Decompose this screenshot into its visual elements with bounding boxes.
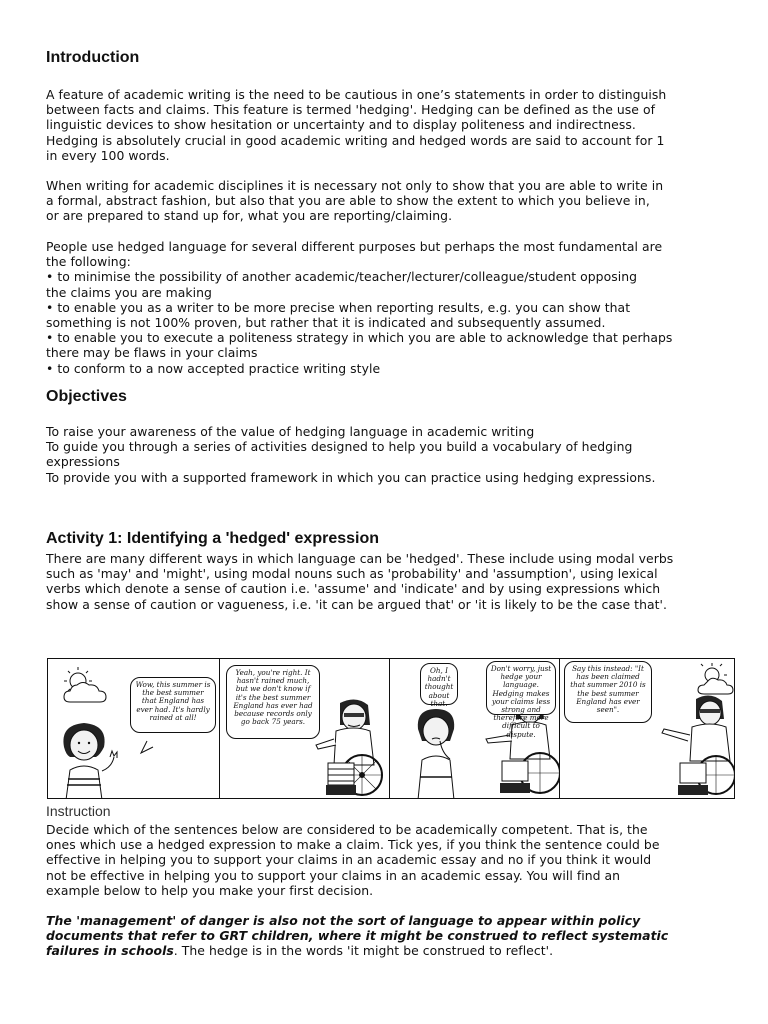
text-line: People use hedged language for several different purposes but perhaps the most fundamental are	[46, 239, 663, 254]
text-line: a formal, abstract fashion, but also that you are able to show the extent to which you believe in,	[46, 193, 650, 209]
activity1-paragraph	[46, 551, 736, 612]
text-line: There are many different ways in which language can be 'hedged'. These include using modal verbs	[46, 551, 674, 566]
example-sentence: The 'management' of danger is also not the sort of language to appear within policy	[46, 913, 641, 928]
text-line: expressions	[46, 454, 120, 470]
text-line: or are prepared to stand up for, what you are reporting/claiming.	[46, 208, 453, 224]
speech-bubble-5: Say this instead: "It has been claimed that summer 2010 is the best summer England has ever seen".	[564, 661, 652, 723]
text-line: To provide you with a supported framework in which you can practice using hedging expressions.	[46, 469, 656, 485]
activity1-heading: Activity 1: Identifying a 'hedged' expression	[46, 530, 380, 547]
example-sentence: failures in schools	[46, 943, 174, 959]
example-line	[46, 913, 736, 928]
comic-panel-3	[390, 659, 560, 798]
intro-paragraph-3	[46, 239, 736, 376]
text-line: such as 'may' and 'might', using modal nouns such as 'probability' and 'assumption', using lexical	[46, 566, 658, 582]
example-paragraph	[46, 913, 736, 959]
text-line: When writing for academic disciplines it is necessary not only to show that you are able to write in	[46, 178, 664, 193]
instruction-heading: Instruction	[46, 803, 111, 819]
text-line: show a sense of caution or vagueness, i.e. 'it can be argued that' or 'it is likely to be the case that'.	[46, 596, 667, 612]
text-line: between facts and claims. This feature is termed 'hedging'. Hedging can be defined as the use of	[46, 102, 655, 118]
bullet-item: • to enable you as a writer to be more precise when reporting results, e.g. you can show that	[46, 299, 631, 315]
text-line: To guide you through a series of activities designed to help you build a vocabulary of hedging	[46, 439, 633, 455]
intro-paragraph-1	[46, 87, 736, 163]
text-line: the following:	[46, 254, 131, 270]
text-line: the claims you are making	[46, 284, 212, 300]
example-sentence: documents that refer to GRT children, where it might be construed to reflect systematic	[46, 928, 669, 944]
instruction-paragraph	[46, 822, 736, 898]
text-line: Decide which of the sentences below are considered to be academically competent. That is, the	[46, 822, 648, 837]
text-line: something is not 100% proven, but rather that it is indicated and subsequently assumed.	[46, 315, 606, 331]
speech-bubble-3: Oh, I hadn't thought about that.	[420, 663, 458, 705]
comic-panel-1	[48, 659, 220, 798]
objectives-heading: Objectives	[46, 388, 127, 405]
text-line: example below to help you make your first decision.	[46, 882, 374, 898]
intro-paragraph-2	[46, 178, 736, 224]
text-line: ones which use a hedged expression to make a claim. Tick yes, if you think the sentence could be	[46, 837, 660, 853]
speech-bubble-1: Wow, this summer is the best summer that England has ever had. It's hardly rained at all!	[130, 677, 216, 733]
bullet-item: • to minimise the possibility of another academic/teacher/lecturer/colleague/student opposing	[46, 269, 638, 285]
text-line: Hedging is absolutely crucial in good academic writing and hedged words are said to account for 1	[46, 132, 665, 148]
text-line: in every 100 words.	[46, 147, 170, 163]
example-line	[46, 943, 736, 958]
example-line	[46, 928, 736, 943]
text-line: not be effective in helping you to support your claims in an academic essay. You will find an	[46, 867, 621, 883]
bullet-item: • to conform to a now accepted practice writing style	[46, 360, 381, 376]
speech-bubble-4: Don't worry, just hedge your language. Hedging makes your claims less strong and therefore more difficult to dispute.	[486, 661, 556, 715]
text-line: effective in helping you to support your claims in an academic essay and no if you think it would	[46, 852, 652, 868]
comic-panel-2	[220, 659, 390, 798]
bullet-item: • to enable you to execute a politeness strategy in which you are able to acknowledge that perhaps	[46, 330, 673, 346]
objectives-list	[46, 424, 736, 485]
text-line: A feature of academic writing is the need to be cautious in one’s statements in order to distinguish	[46, 87, 667, 102]
comic-strip	[47, 658, 735, 799]
comic-panel-4	[560, 659, 735, 798]
text-line: there may be flaws in your claims	[46, 345, 258, 361]
speech-bubble-2: Yeah, you're right. It hasn't rained much, but we don't know if it's the best summer England has ever had because records only go back 75 years.	[226, 665, 320, 739]
intro-heading: Introduction	[46, 49, 140, 66]
example-explanation: . The hedge is in the words 'it might be construed to reflect'.	[173, 943, 554, 959]
text-line: linguistic devices to show hesitation or uncertainty and to display politeness and indirectness.	[46, 117, 636, 133]
text-line: verbs which denote a sense of caution i.e. 'assume' and 'indicate' and by using expressions which	[46, 581, 661, 597]
text-line: To raise your awareness of the value of hedging language in academic writing	[46, 424, 535, 439]
